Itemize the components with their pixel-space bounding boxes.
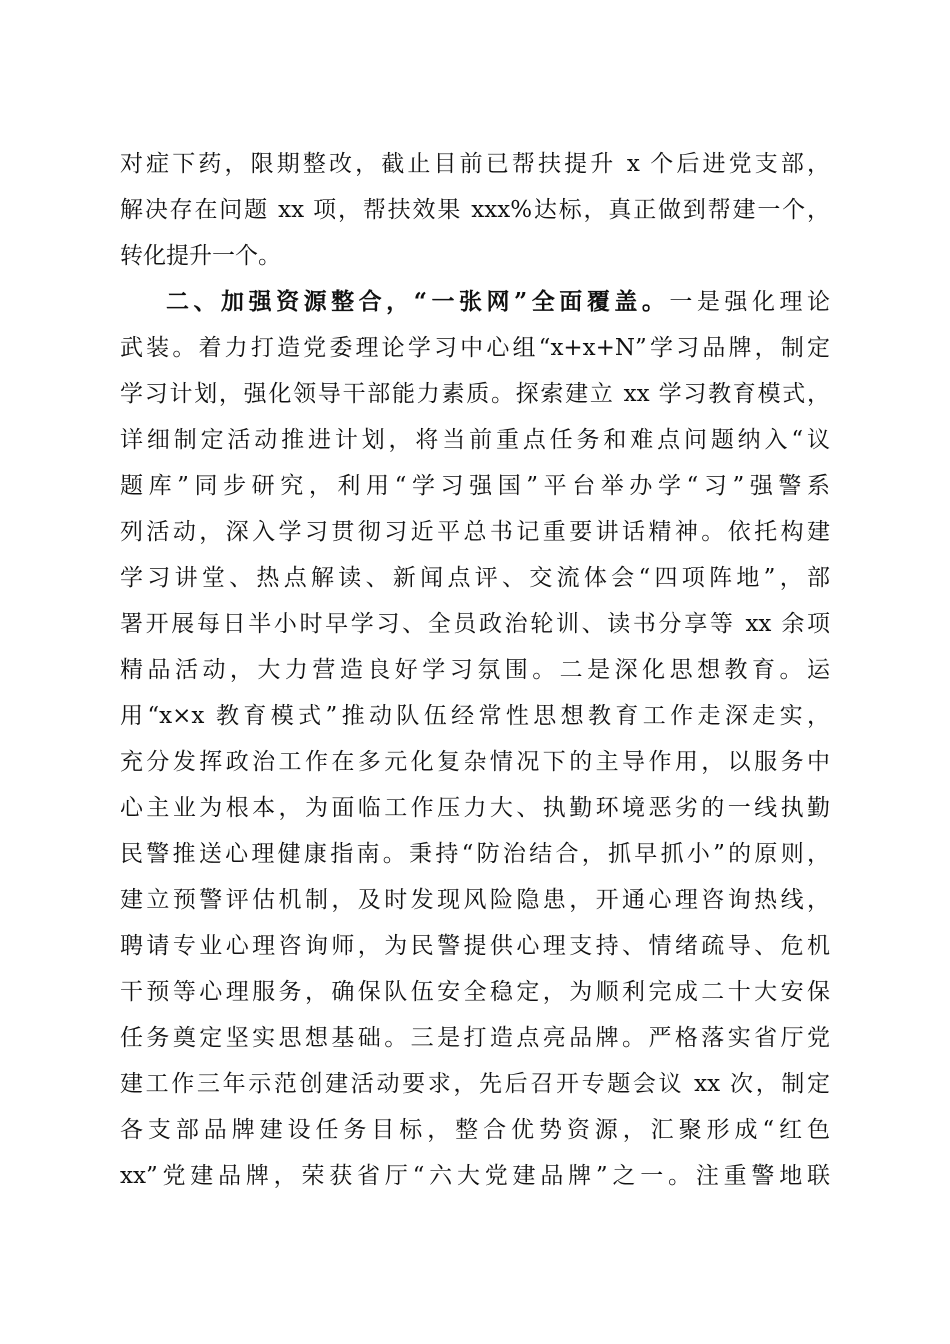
text-line: 充分发挥政治工作在多元化复杂情况下的主导作用，以服务中 xyxy=(120,749,830,775)
section-heading: 二、加强资源整合，“一张网”全面覆盖。 xyxy=(166,288,670,315)
paragraph-resource-integration xyxy=(120,279,830,1199)
text-line: 转化提升一个。 xyxy=(120,243,281,269)
text-line: 署开展每日半小时早学习、全员政治轮训、读书分享等 xx 余项 xyxy=(120,611,830,637)
text-line: 用“x×x 教育模式”推动队伍经常性思想教育工作走深走实， xyxy=(120,703,830,729)
text-run: 一是强化理论 xyxy=(669,289,831,315)
text-line: 学习讲堂、热点解读、新闻点评、交流体会“四项阵地”，部 xyxy=(120,565,830,591)
text-line: 列活动，深入学习贯彻习近平总书记重要讲话精神。依托构建 xyxy=(120,519,830,545)
text-line: 对症下药，限期整改，截止目前已帮扶提升 x 个后进党支部， xyxy=(120,151,830,177)
text-line: 武装。着力打造党委理论学习中心组“x+x+N”学习品牌，制定 xyxy=(120,335,830,361)
text-line: xx”党建品牌，荣获省厅“六大党建品牌”之一。注重警地联 xyxy=(120,1163,830,1189)
text-line: 各支部品牌建设任务目标，整合优势资源，汇聚形成“红色 xyxy=(120,1117,830,1143)
text-line: 心主业为根本，为面临工作压力大、执勤环境恶劣的一线执勤 xyxy=(120,795,830,821)
text-line: 建立预警评估机制，及时发现风险隐患，开通心理咨询热线， xyxy=(120,887,830,913)
text-line: 聘请专业心理咨询师，为民警提供心理支持、情绪疏导、危机 xyxy=(120,933,830,959)
text-line: 详细制定活动推进计划，将当前重点任务和难点问题纳入“议 xyxy=(120,427,830,453)
text-line-first xyxy=(120,279,830,325)
text-line: 学习计划，强化领导干部能力素质。探索建立 xx 学习教育模式， xyxy=(120,381,830,407)
text-line: 民警推送心理健康指南。秉持“防治结合，抓早抓小”的原则， xyxy=(120,841,830,867)
text-line: 建工作三年示范创建活动要求，先后召开专题会议 xx 次，制定 xyxy=(120,1071,830,1097)
text-line: 题库”同步研究，利用“学习强国”平台举办学“习”强警系 xyxy=(120,473,830,499)
text-line: 干预等心理服务，确保队伍安全稳定，为顺利完成二十大安保 xyxy=(120,979,830,1005)
text-line: 精品活动，大力营造良好学习氛围。二是深化思想教育。运 xyxy=(120,657,830,683)
text-line: 任务奠定坚实思想基础。三是打造点亮品牌。严格落实省厅党 xyxy=(120,1025,830,1051)
paragraph-continued xyxy=(120,141,830,279)
text-line: 解决存在问题 xx 项，帮扶效果 xxx%达标，真正做到帮建一个， xyxy=(120,197,830,223)
